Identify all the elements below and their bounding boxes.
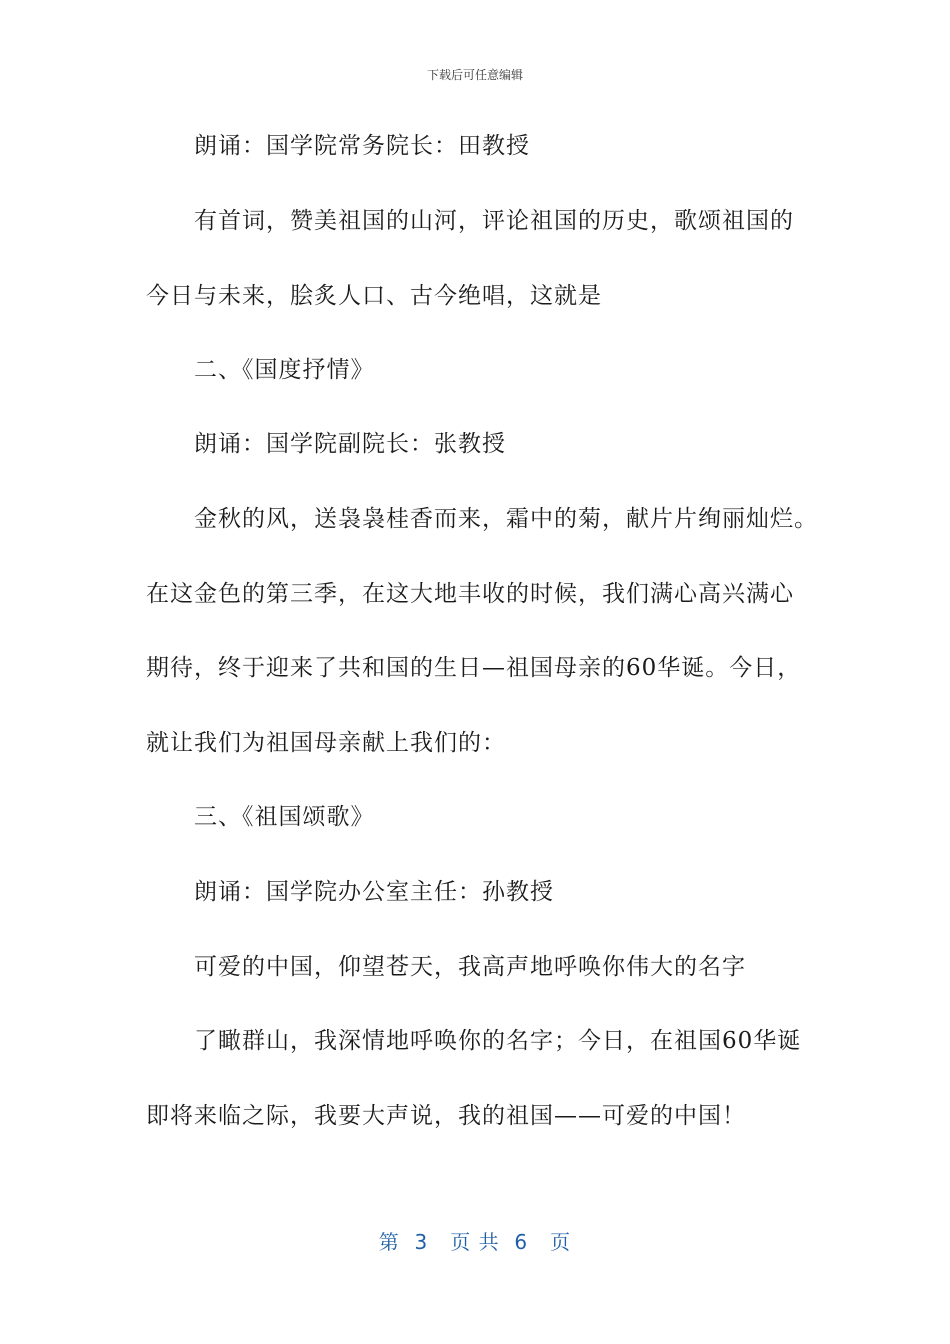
page-number: 第 3 页 共 6 页 [378, 1230, 572, 1254]
paragraph-line: 朗诵：国学院常务院长：田教授 [194, 133, 530, 159]
paragraph-line: 今日与未来，脍炙人口、古今绝唱，这就是 [146, 283, 602, 309]
paragraph-line: 可爱的中国，仰望苍天，我高声地呼唤你伟大的名字 [194, 954, 746, 980]
header-note: 下载后可任意编辑 [426, 68, 523, 82]
paragraph-line: 在这金色的第三季，在这大地丰收的时候，我们满心高兴满心 [146, 581, 794, 607]
paragraph-line: 金秋的风，送袅袅桂香而来，霜中的菊，献片片绚丽灿烂。 [194, 506, 818, 532]
section-heading: 三、《祖国颂歌》 [194, 804, 375, 830]
paragraph-line: 就让我们为祖国母亲献上我们的： [146, 730, 506, 756]
paragraph-line: 朗诵：国学院副院长：张教授 [194, 431, 506, 457]
paragraph-line: 了瞰群山，我深情地呼唤你的名字；今日，在祖国60华诞 [194, 1028, 802, 1054]
section-heading: 二、《国度抒情》 [194, 357, 375, 383]
paragraph-line: 期待，终于迎来了共和国的生日—祖国母亲的60华诞。今日， [146, 655, 802, 681]
paragraph-line: 有首词，赞美祖国的山河，评论祖国的历史，歌颂祖国的 [194, 208, 794, 234]
paragraph-line: 即将来临之际，我要大声说，我的祖国——可爱的中国！ [146, 1103, 746, 1129]
paragraph-line: 朗诵：国学院办公室主任：孙教授 [194, 879, 554, 905]
